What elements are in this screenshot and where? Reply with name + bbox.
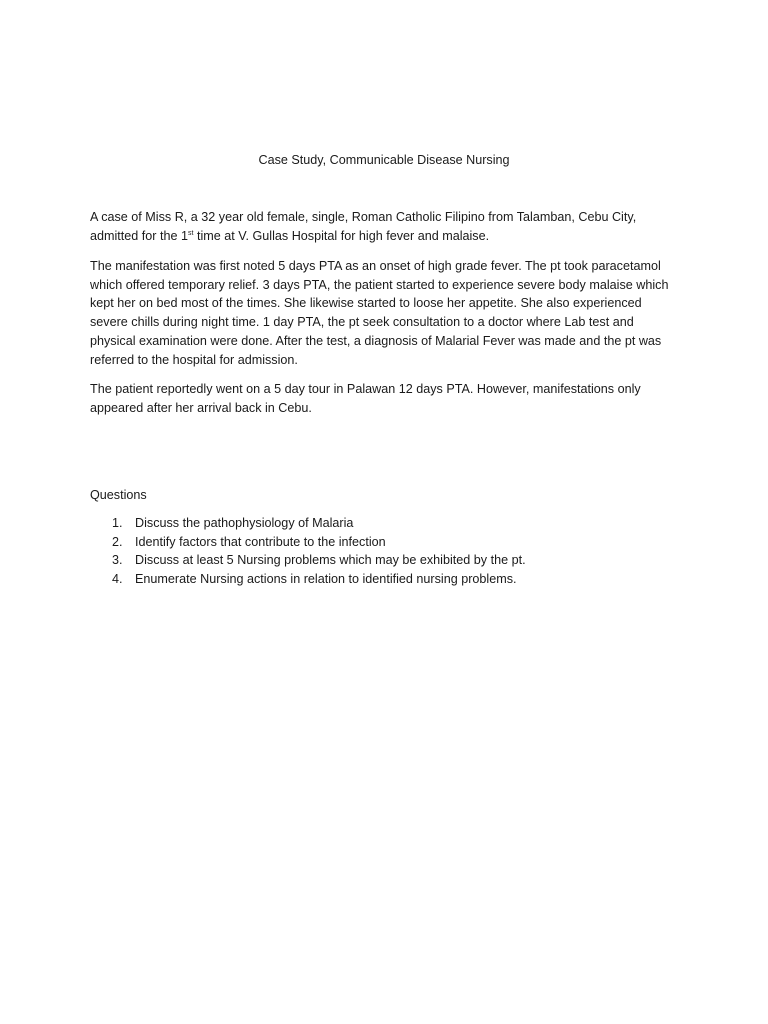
manifestation-text: The manifestation was first noted 5 days PTA as an onset of high grade fever. The pt took paracetamol which offered temporary relief. 3 days PTA, the patient started to experience severe body malaise which kept her on bed most of the times. She likewise started to loose her appetite. She also experienced severe chills during night time. 1 day PTA, the pt seek consultation to a doctor where Lab test and physical examination were done. After the test, a diagnosis of Malarial Fever was made and the pt was referred to the hospital for admission. (90, 259, 669, 367)
question-number: 4. (112, 572, 123, 587)
question-item (90, 514, 690, 533)
question-text: Discuss the pathophysiology of Malaria (135, 516, 354, 530)
travel-history-text: The patient reportedly went on a 5 day tour in Palawan 12 days PTA. However, manifestations only appeared after her arrival back in Cebu. (90, 382, 641, 415)
question-item (90, 533, 690, 552)
question-number: 2. (112, 534, 123, 549)
question-text: Discuss at least 5 Nursing problems which may be exhibited by the pt. (135, 553, 526, 568)
manifestation-paragraph (90, 257, 680, 369)
question-text: Identify factors that contribute to the infection (135, 534, 386, 549)
question-number: 1. (112, 516, 123, 530)
intro-text-start: A case of Miss R, a 32 year old female, single, Roman Catholic Filipino from Talamban, Cebu City, admitted for the 1 (90, 210, 637, 243)
page-title: Case Study, Communicable Disease Nursing (258, 153, 510, 167)
question-item (90, 551, 690, 570)
ordinal-superscript: st (188, 229, 194, 237)
questions-list (90, 514, 690, 589)
question-text: Enumerate Nursing actions in relation to identified nursing problems. (135, 572, 517, 587)
travel-history-paragraph (90, 380, 680, 417)
question-item (90, 570, 690, 589)
case-intro-paragraph (90, 208, 680, 245)
case-intro-text (90, 208, 680, 245)
question-number: 3. (112, 553, 123, 568)
intro-text-end: time at V. Gullas Hospital for high fever and malaise. (193, 228, 490, 243)
questions-heading: Questions (90, 488, 147, 502)
